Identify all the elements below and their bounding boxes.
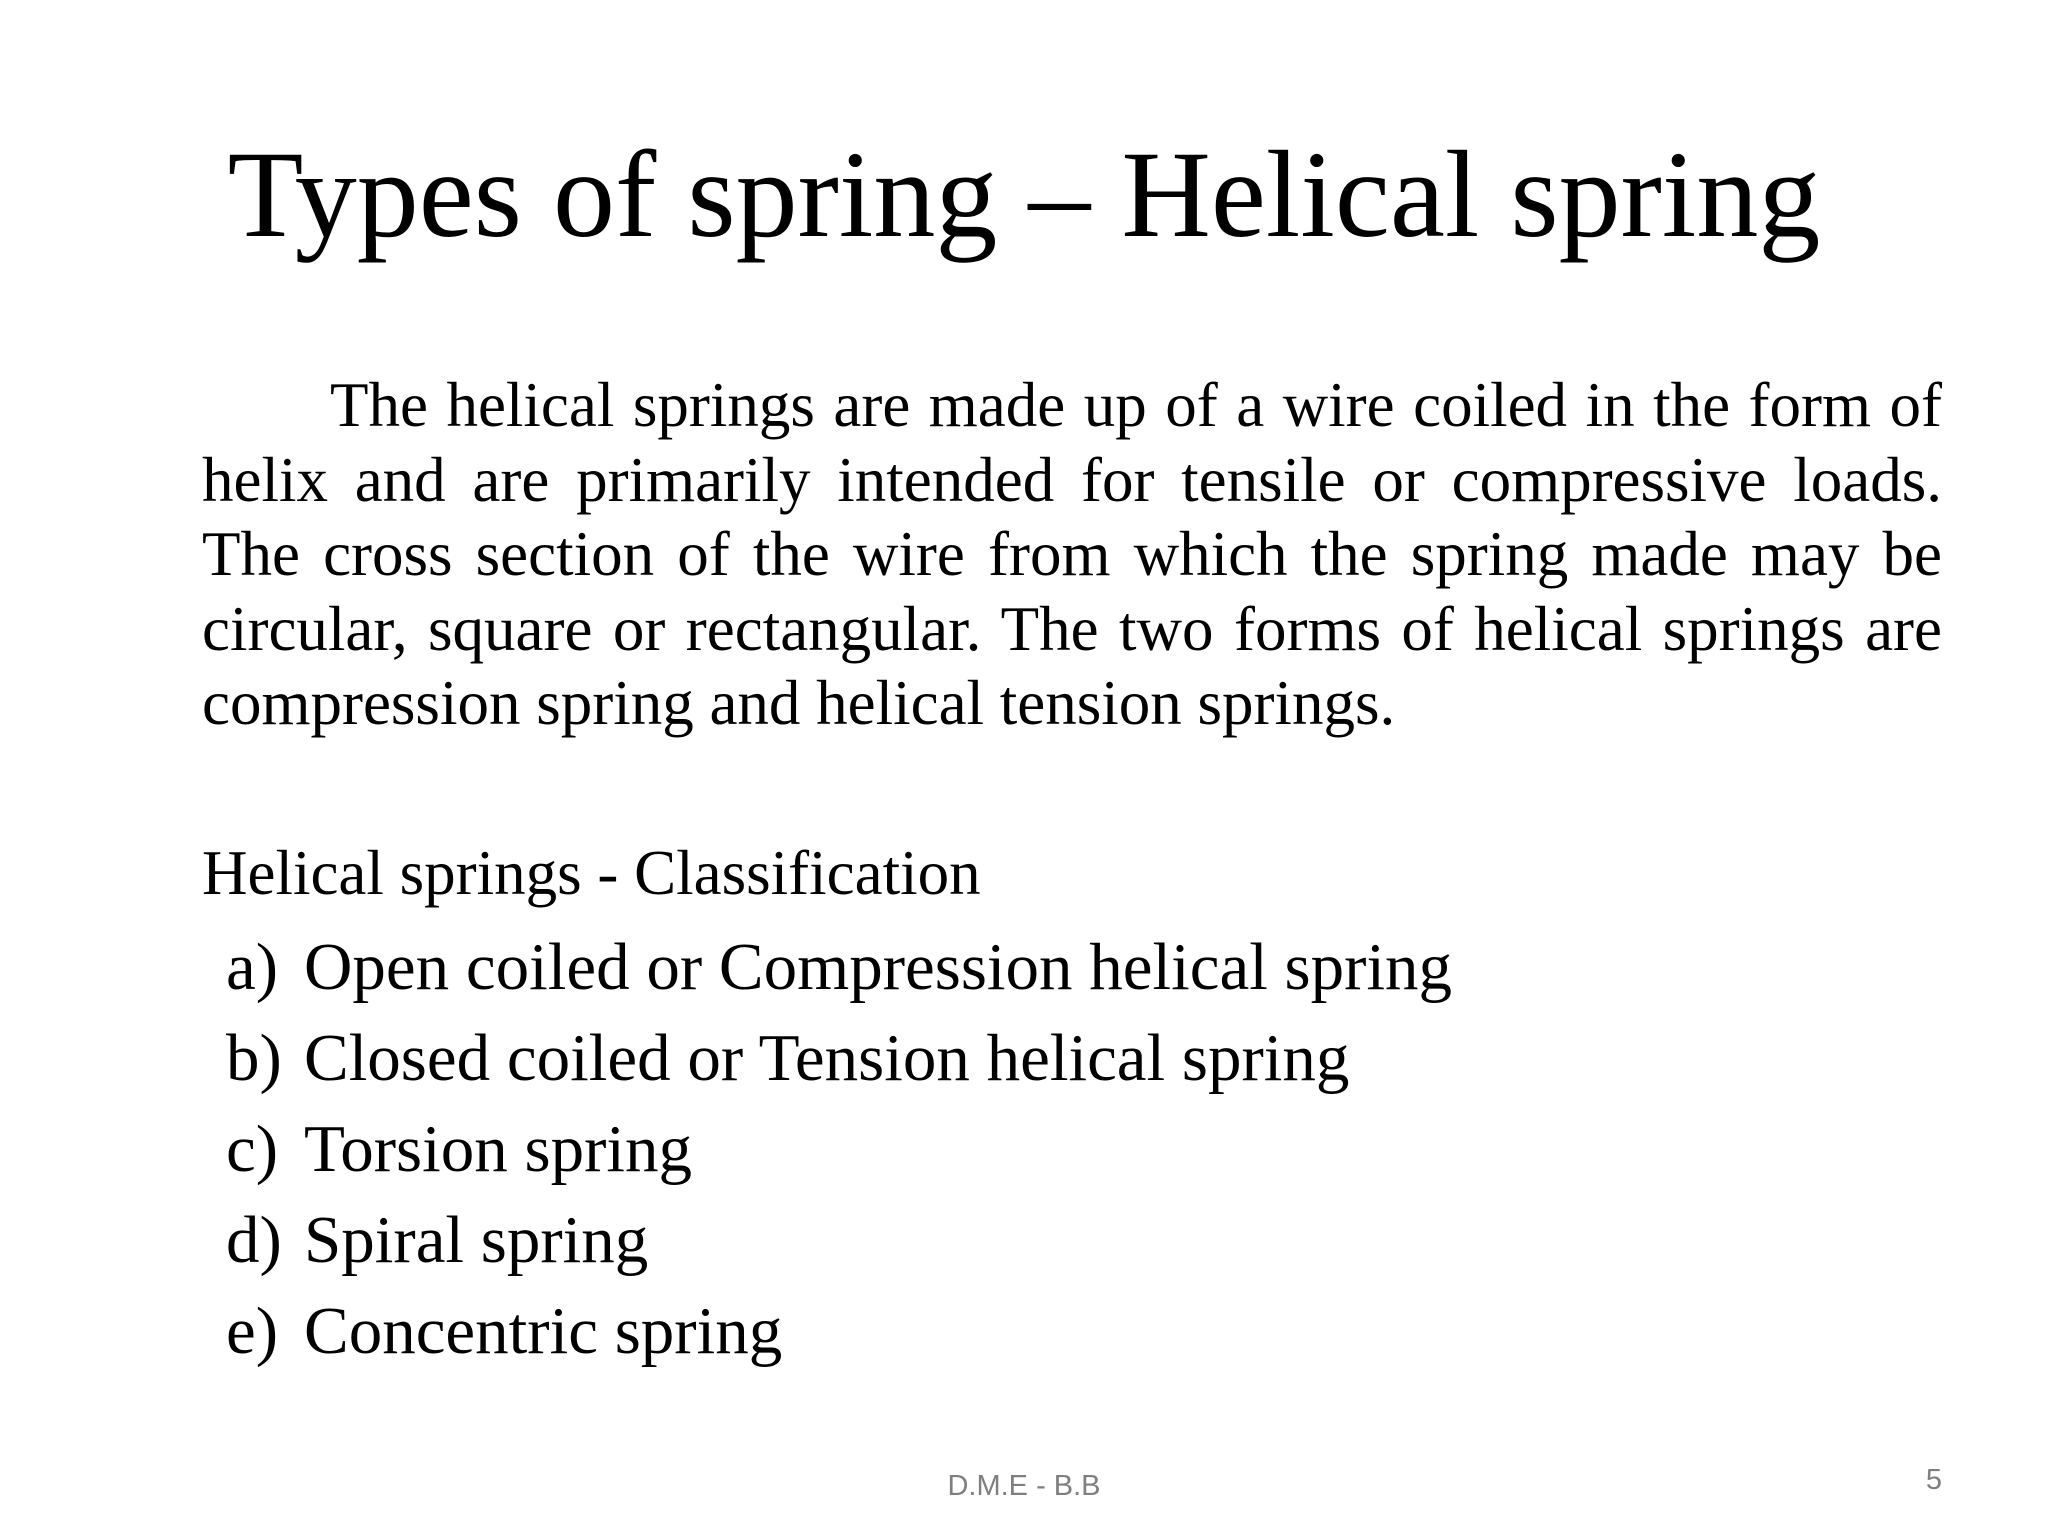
classification-list xyxy=(226,922,1452,1377)
list-item xyxy=(226,1286,1452,1377)
paragraph-text: The helical springs are made up of a wire coiled in the form of helix and are primarily intended for tensile or compressive loads. The cross section of the wire from which the spring made may be circular, square or rectangular. The two forms of helical springs are compression spring and helical tension springs. xyxy=(202,370,1942,738)
slide-footer: D.M.E - B.B xyxy=(947,1470,1101,1502)
list-item-text: Closed coiled or Tension helical spring xyxy=(304,1021,1350,1095)
list-item xyxy=(226,922,1452,1013)
list-item-text: Concentric spring xyxy=(304,1294,783,1368)
list-marker: e) xyxy=(226,1294,279,1368)
classification-heading: Helical springs - Classification xyxy=(202,838,981,908)
list-marker: a) xyxy=(226,930,279,1004)
list-marker: b) xyxy=(226,1021,282,1095)
list-marker: d) xyxy=(226,1203,282,1277)
list-item xyxy=(226,1013,1452,1104)
list-item-text: Open coiled or Compression helical spring xyxy=(304,930,1453,1004)
slide-number: 5 xyxy=(1925,1464,1942,1496)
slide-title: Types of spring – Helical spring xyxy=(227,126,1821,263)
list-item-text: Spiral spring xyxy=(304,1203,649,1277)
list-item xyxy=(226,1104,1452,1195)
list-item xyxy=(226,1195,1452,1286)
list-item-text: Torsion spring xyxy=(304,1112,692,1186)
list-marker: c) xyxy=(226,1112,279,1186)
body-paragraph xyxy=(202,368,1942,741)
